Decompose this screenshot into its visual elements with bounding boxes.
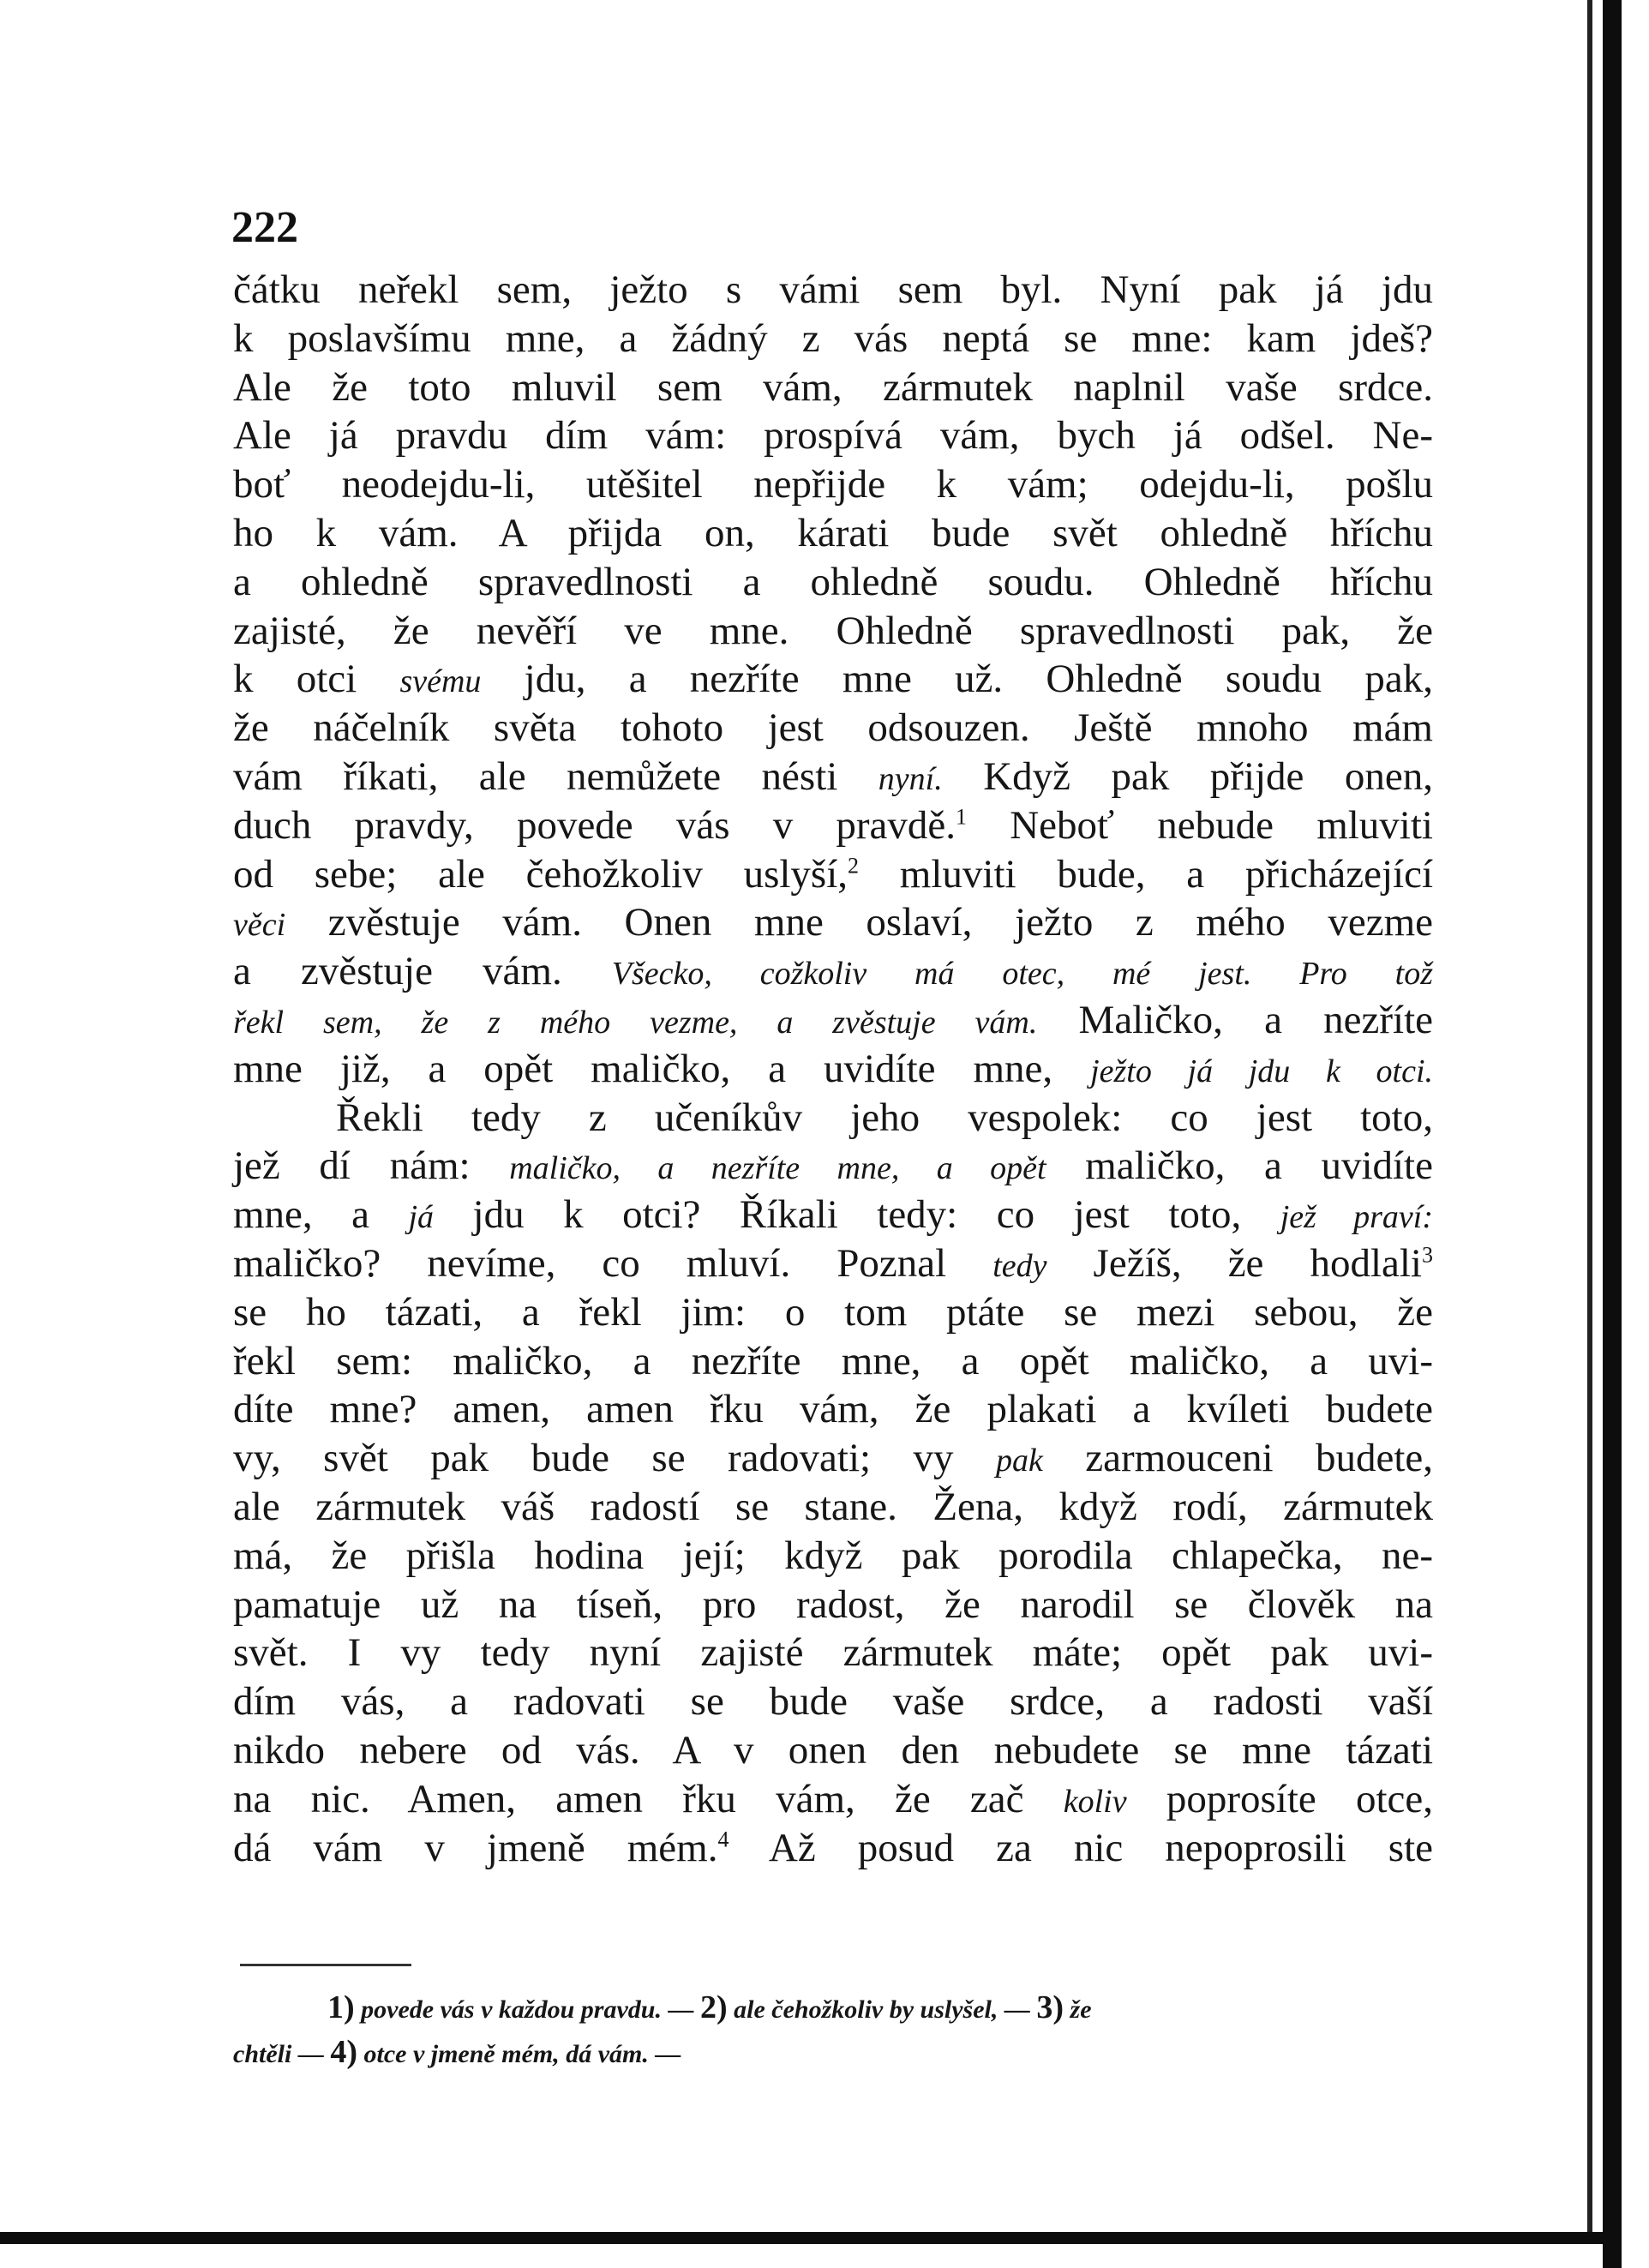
text-span: zarmouceni budete, — [1042, 1436, 1433, 1481]
italic-text: koliv — [1063, 1783, 1127, 1820]
italic-text: nyní. — [878, 760, 943, 797]
text-line — [233, 1045, 1433, 1094]
italic-text: jež praví: — [1280, 1199, 1433, 1236]
italic-text: věci — [233, 907, 286, 944]
text-line — [233, 1142, 1433, 1191]
text-span: Ale já pravdu dím vám: prospívá vám, bych já odšel. Ne- — [233, 413, 1433, 459]
text-span: zajisté, že nevěří ve mne. Ohledně spravedlnosti pak, že — [233, 608, 1433, 653]
italic-text: pak — [995, 1443, 1043, 1479]
text-span: Neboť nebude mluviti — [967, 802, 1433, 848]
text-span: k poslavšímu mne, a žádný z vás neptá se mne: kam jdeš? — [233, 315, 1433, 361]
text-line — [233, 1775, 1433, 1824]
text-span: boť neodejdu-li, utěšitel nepřijde k vám; odejdu-li, pošlu — [233, 462, 1433, 507]
footnote-text: otce v jmeně mém, dá vám. — — [357, 2040, 681, 2068]
text-line — [233, 509, 1433, 558]
text-line — [233, 1677, 1433, 1726]
text-line — [233, 753, 1433, 801]
text-span: vám říkati, ale nemůžete nésti — [233, 753, 878, 799]
text-span: jdu, a nezříte mne už. Ohledně soudu pak, — [481, 657, 1433, 702]
text-line — [233, 1191, 1433, 1239]
text-line — [233, 947, 1433, 996]
text-span: díte mne? amen, amen řku vám, že plakati a kvíleti budete — [233, 1387, 1433, 1432]
footnote-ref: 2 — [848, 852, 860, 878]
text-line — [233, 996, 1433, 1045]
text-span: ho k vám. A přijda on, kárati bude svět ohledně hříchu — [233, 510, 1433, 555]
text-span: Řekli tedy z učeníkův jeho vespolek: co jest toto, — [336, 1095, 1433, 1140]
text-span: od sebe; ale čehožkoliv uslyší, — [233, 851, 848, 897]
scan-border-bottom — [0, 2232, 1622, 2244]
text-span: jdu k otci? Říkali tedy: co jest toto, — [434, 1192, 1280, 1238]
text-span: nikdo nebere od vás. A v onen den nebudete se mne tázati — [233, 1727, 1433, 1773]
text-line — [233, 266, 1433, 315]
footnote-separator — [240, 1964, 411, 1966]
text-line — [233, 1239, 1433, 1288]
footnote-number: 4) — [330, 2034, 357, 2070]
text-span: ale zármutek váš radostí se stane. Žena, když rodí, zármutek — [233, 1484, 1433, 1529]
footnote-text: ale čehožkoliv by uslyšel, — — [727, 1995, 1037, 2024]
page-number: 222 — [231, 203, 298, 252]
text-line — [233, 801, 1433, 850]
text-line — [233, 363, 1433, 412]
italic-text: já — [408, 1199, 435, 1236]
italic-text: svému — [399, 663, 482, 700]
italic-text: ježto já jdu k otci. — [1090, 1053, 1434, 1089]
text-span: mne, a — [233, 1192, 409, 1238]
text-span: čátku neřekl sem, ježto s vámi sem byl. Nyní pak já jdu — [233, 267, 1433, 312]
footnote-number: 2) — [699, 1989, 728, 2025]
text-line — [233, 1337, 1433, 1386]
text-span: poprosíte otce, — [1126, 1776, 1434, 1821]
text-span: na nic. Amen, amen řku vám, že zač — [233, 1776, 1064, 1821]
text-span: maličko? nevíme, co mluví. Poznal — [233, 1240, 993, 1286]
footnote-text: povede vás v každou pravdu. — — [354, 1995, 700, 2024]
text-span: a zvěstuje vám. — [233, 949, 612, 994]
footnote-ref: 1 — [956, 804, 968, 830]
text-span: Ale že toto mluvil sem vám, zármutek naplnil vaše srdce. — [233, 364, 1433, 410]
text-line — [233, 607, 1433, 656]
text-line — [233, 1434, 1433, 1483]
text-span: Maličko, a nezříte — [1037, 997, 1433, 1042]
text-line — [233, 1726, 1433, 1775]
text-span: řekl sem: maličko, a nezříte mne, a opět maličko, a uvi- — [233, 1338, 1433, 1383]
footnote-number: 3) — [1036, 1989, 1064, 2025]
text-span: a ohledně spravedlnosti a ohledně soudu. Ohledně hříchu — [233, 559, 1433, 604]
text-line — [233, 1483, 1433, 1532]
footnote-number: 1) — [327, 1989, 355, 2025]
text-span: svět. I vy tedy nyní zajisté zármutek máte; opět pak uvi- — [233, 1630, 1433, 1676]
text-span: duch pravdy, povede vás v pravdě. — [233, 802, 956, 848]
text-line — [233, 898, 1433, 947]
text-span: k otci — [233, 657, 400, 702]
text-span: že náčelník světa tohoto jest odsouzen. Ještě mnoho mám — [233, 705, 1433, 751]
text-line — [233, 655, 1433, 704]
italic-text: řekl sem, že z mého vezme, a zvěstuje vám. — [233, 1004, 1038, 1041]
body-text — [233, 266, 1433, 1872]
text-line — [233, 411, 1433, 460]
text-line — [233, 315, 1433, 363]
text-line — [233, 460, 1433, 509]
footnotes — [233, 1985, 1433, 2074]
text-line — [233, 1581, 1433, 1629]
text-line — [233, 1629, 1433, 1677]
text-line — [233, 1288, 1433, 1337]
text-line — [233, 1824, 1433, 1873]
text-span: se ho tázati, a řekl jim: o tom ptáte se mezi sebou, že — [233, 1289, 1433, 1335]
text-line — [233, 1385, 1433, 1434]
text-line — [233, 558, 1433, 607]
text-span: pamatuje už na tíseň, pro radost, že narodil se člověk na — [233, 1581, 1433, 1627]
italic-text: maličko, a nezříte mne, a opět — [509, 1150, 1046, 1187]
text-span: Když pak přijde onen, — [942, 753, 1433, 799]
footnote-line — [233, 2030, 1433, 2074]
footnote-text: chtěli — — [233, 2040, 331, 2068]
text-span: jež dí nám: — [233, 1143, 510, 1189]
italic-text: Všecko, cožkoliv má otec, mé jest. Pro tož — [611, 956, 1433, 993]
scan-border-right — [1603, 0, 1622, 2268]
text-span: zvěstuje vám. Onen mne oslaví, ježto z mého vezme — [285, 900, 1433, 945]
text-span: dím vás, a radovati se bude vaše srdce, a radosti vaší — [233, 1679, 1433, 1725]
text-line — [233, 1532, 1433, 1581]
text-line — [233, 850, 1433, 899]
footnote-text: že — [1064, 1995, 1092, 2024]
footnote-ref: 3 — [1421, 1242, 1433, 1268]
text-line — [233, 704, 1433, 753]
text-span: Ježíš, že hodlali — [1046, 1240, 1422, 1286]
footnote-line — [233, 1985, 1433, 2030]
text-span: dá vám v jmeně mém. — [233, 1825, 718, 1870]
text-span: mne již, a opět maličko, a uvidíte mne, — [233, 1046, 1091, 1091]
text-span: vy, svět pak bude se radovati; vy — [233, 1436, 996, 1481]
text-line — [233, 1094, 1433, 1143]
text-span: má, že přišla hodina její; když pak porodila chlapečka, ne- — [233, 1533, 1433, 1578]
text-span: mluviti bude, a přicházející — [859, 851, 1434, 897]
text-span: maličko, a uvidíte — [1046, 1143, 1433, 1189]
footnote-ref: 4 — [717, 1826, 729, 1851]
text-span: Až posud za nic nepoprosili ste — [729, 1825, 1433, 1870]
italic-text: tedy — [992, 1247, 1047, 1284]
page-edge-shadow — [1587, 0, 1592, 2232]
